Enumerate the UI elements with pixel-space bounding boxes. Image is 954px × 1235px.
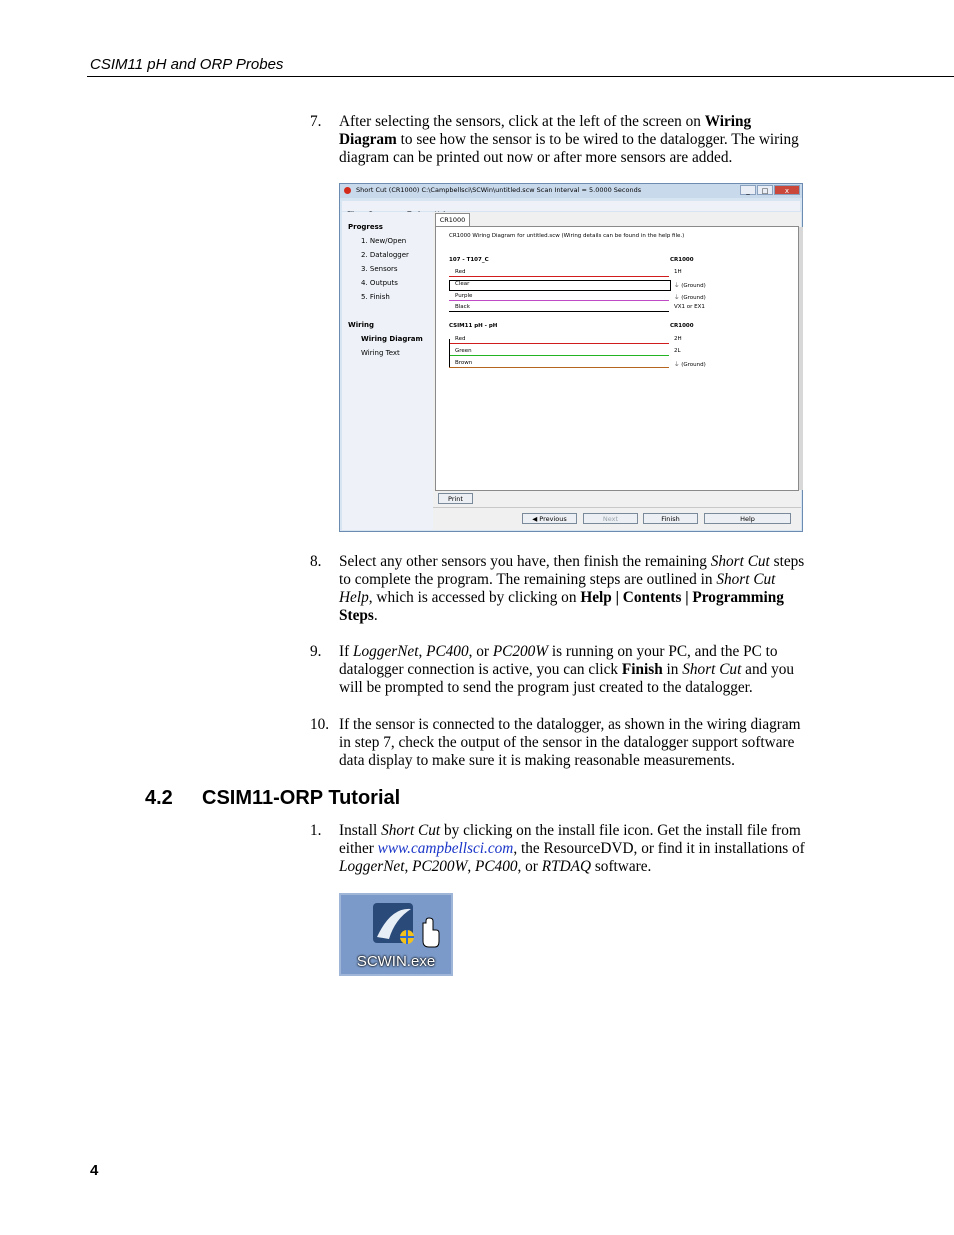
page-number: 4 — [90, 1162, 99, 1179]
wire-terminal: 1H — [674, 269, 682, 275]
icon-label: SCWIN.exe — [356, 953, 436, 970]
scrollbar[interactable] — [799, 227, 803, 490]
help-button[interactable]: Help — [704, 513, 791, 524]
step-text: Install Short Cut by clicking on the install file icon. Get the install file from either www.campbellsci.com, the ResourceDVD, or find it in installations of LoggerNet, PC200W, PC400, or RTDAQ software. — [339, 822, 805, 875]
sensor1-name: 107 - T107_C — [449, 257, 489, 263]
running-header: CSIM11 pH and ORP Probes — [90, 56, 284, 73]
nav-progress-heading: Progress — [348, 223, 383, 231]
nav-item-new-open[interactable]: 1. New/Open — [361, 237, 407, 245]
previous-button[interactable]: ◀ Previous — [522, 513, 577, 524]
wire-line-green — [449, 355, 669, 356]
tab-cr1000[interactable]: CR1000 — [435, 213, 470, 226]
wire-line-clear — [449, 280, 671, 291]
menu-bar — [342, 201, 800, 211]
section-number: 4.2 — [145, 787, 173, 809]
minimize-icon[interactable]: _ — [740, 185, 756, 195]
step-number: 8. — [310, 553, 322, 570]
step-number: 9. — [310, 643, 322, 660]
next-button[interactable]: Next — [583, 513, 638, 524]
wire-line-brown — [449, 367, 669, 368]
sensor2-logger: CR1000 — [670, 323, 694, 329]
wire-color: Green — [455, 348, 472, 354]
wire-terminal: 2L — [674, 348, 681, 354]
wiring-diagram-panel — [435, 226, 799, 491]
diagram-title: CR1000 Wiring Diagram for untitled.scw (Wiring details can be found in the help file.) — [449, 233, 685, 239]
nav-wiring-heading: Wiring — [348, 321, 374, 329]
step-number: 7. — [310, 113, 322, 130]
scwin-install-icon[interactable] — [339, 893, 453, 976]
wire-terminal: ⏚ (Ground) — [674, 283, 706, 289]
close-icon[interactable]: x — [774, 185, 800, 195]
finish-button[interactable]: Finish — [643, 513, 698, 524]
campbellsci-link[interactable]: www.campbellsci.com — [377, 840, 514, 857]
main-pane — [433, 212, 801, 530]
nav-item-datalogger[interactable]: 2. Datalogger — [361, 251, 409, 259]
wire-line-red — [449, 343, 669, 344]
wire-color: Clear — [455, 281, 470, 287]
sensor2-name: CSIM11 pH - pH — [449, 323, 498, 329]
nav-item-sensors[interactable]: 3. Sensors — [361, 265, 398, 273]
window-titlebar — [340, 184, 802, 198]
app-icon — [344, 187, 351, 194]
step-text: After selecting the sensors, click at the left of the screen on Wiring Diagram to see how the sensor is to be wired to the datalogger. The wiring diagram can be printed out now or after more sensors are added. — [339, 113, 799, 166]
left-nav — [342, 212, 433, 530]
section-heading — [145, 787, 400, 810]
print-button[interactable]: Print — [438, 493, 473, 504]
wire-bracket — [449, 339, 450, 367]
wire-terminal: ⏚ (Ground) — [674, 295, 706, 301]
step-text: If the sensor is connected to the datalogger, as shown in the wiring diagram in step 7, check the output of the sensor in the datalogger support software data display to make sure it is making reasonable measurements. — [339, 716, 801, 769]
wire-color: Red — [455, 269, 466, 275]
nav-item-finish[interactable]: 5. Finish — [361, 293, 390, 301]
window-title: Short Cut (CR1000) C:\Campbellsci\SCWin\untitled.scw Scan Interval = 5.0000 Seconds — [356, 186, 642, 194]
step-text: If LoggerNet, PC400, or PC200W is running on your PC, and the PC to datalogger connection is active, you can click Finish in Short Cut and you will be prompted to send the program just created to the datalogger. — [339, 643, 795, 696]
wire-line-black — [449, 311, 669, 312]
wire-color: Red — [455, 336, 466, 342]
nav-item-outputs[interactable]: 4. Outputs — [361, 279, 398, 287]
maximize-icon[interactable]: □ — [757, 185, 773, 195]
section-title: CSIM11-ORP Tutorial — [202, 787, 401, 809]
wire-color: Purple — [455, 293, 473, 299]
wire-terminal: VX1 or EX1 — [674, 304, 705, 310]
wire-line-purple — [449, 300, 669, 301]
wire-line-red — [449, 276, 669, 277]
step-text: Select any other sensors you have, then finish the remaining Short Cut steps to complete the program. The remaining steps are outlined in Short Cut Help, which is accessed by clicking on Help | Contents | Programming Steps. — [339, 553, 805, 624]
step-number: 1. — [310, 822, 322, 839]
installer-icon — [341, 897, 451, 957]
header-rule — [87, 76, 954, 77]
wire-terminal: ⏚ (Ground) — [674, 362, 706, 368]
wire-color: Black — [455, 304, 470, 310]
divider — [433, 507, 801, 508]
shortcut-window-screenshot — [339, 183, 803, 532]
nav-item-wiring-diagram[interactable]: Wiring Diagram — [361, 335, 423, 343]
step-number: 10. — [310, 716, 330, 733]
wire-color: Brown — [455, 360, 473, 366]
sensor1-logger: CR1000 — [670, 257, 694, 263]
nav-item-wiring-text[interactable]: Wiring Text — [361, 349, 400, 357]
wire-terminal: 2H — [674, 336, 682, 342]
